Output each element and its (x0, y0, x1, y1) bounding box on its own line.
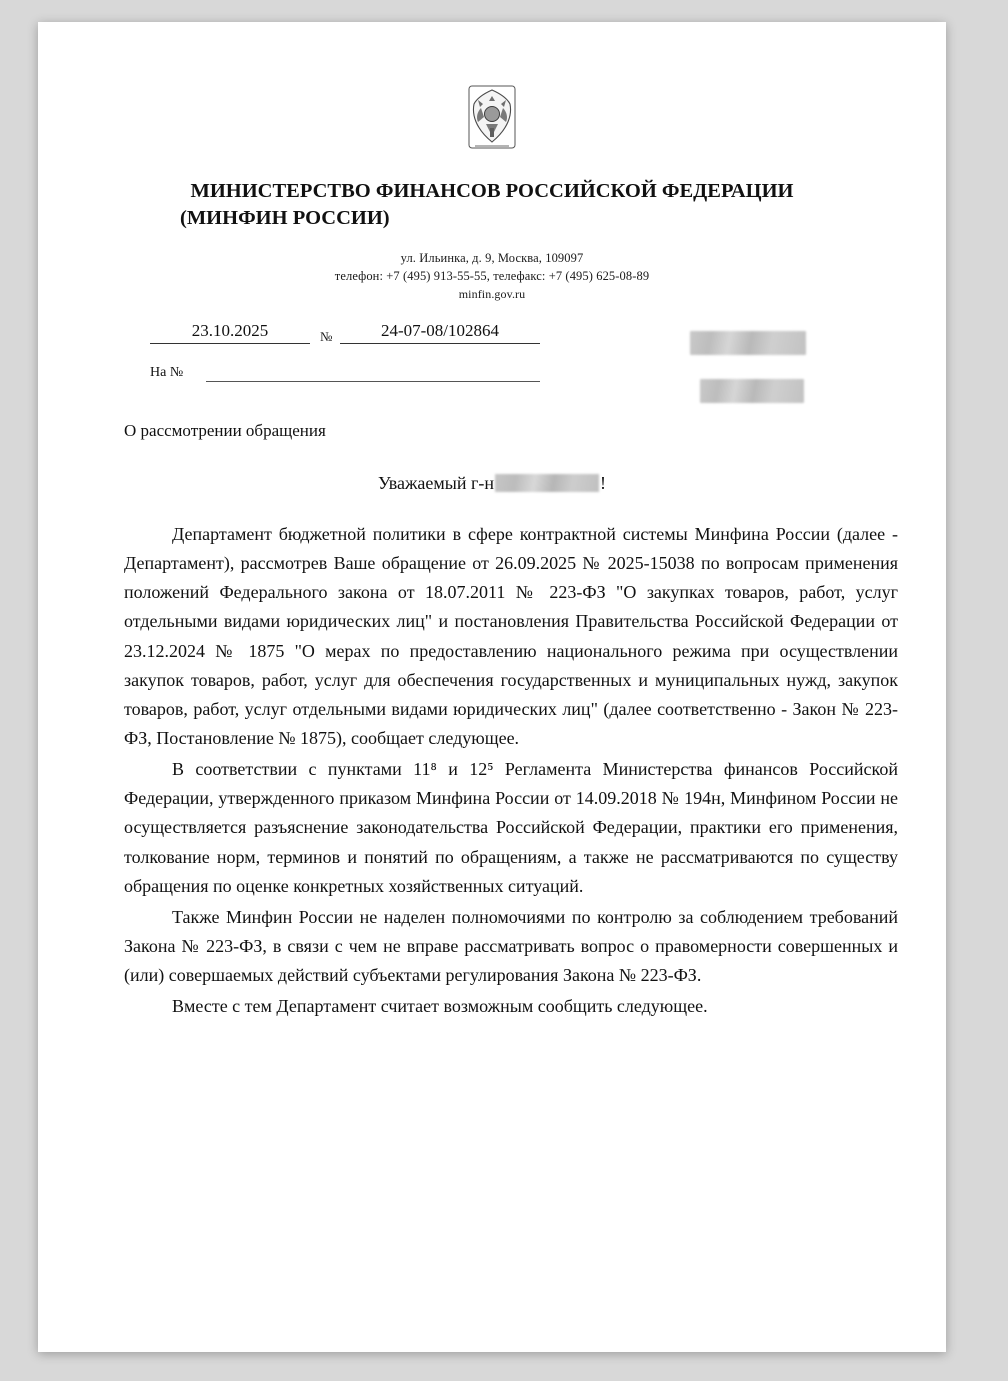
reply-to-field (206, 365, 540, 382)
website-line: minfin.gov.ru (458, 286, 526, 301)
organization-title (172, 178, 812, 231)
organization-title-line1: МИНИСТЕРСТВО ФИНАНСОВ РОССИЙСКОЙ ФЕДЕРАЦИИ (190, 180, 794, 202)
paragraph-3 (124, 903, 898, 990)
number-label: № (320, 328, 333, 344)
address-line: ул. Ильинка, д. 9, Москва, 109097 (400, 251, 584, 266)
document-number: 24-07-08/102864 (340, 321, 540, 344)
contact-block (38, 249, 946, 303)
document-page (38, 22, 946, 1352)
salutation (38, 473, 946, 494)
redacted-addressee-line-2 (700, 379, 804, 403)
salutation-prefix: Уважаемый г-н (377, 472, 494, 493)
paragraph-1-text: Департамент бюджетной политики в сфере контрактной системы Минфина России (далее - Департамент), рассмотрев Ваше обращение от 26.09.2025 № 2025-15038 по вопросам применения положений Федерального закона от 18.07.2011 № 223-ФЗ "О закупках товаров, работ, услуг отдельными видами юридических лиц" и постановления Правительства Российской Федерации от 23.12.2024 № 1875 "О мерах по предоставлению национального режима при осуществлении закупок товаров, работ, услуг для обеспечения государственных и муниципальных нужд, закупок товаров, работ, услуг отдельными видами юридических лиц" (далее соответственно - Закон № 223-ФЗ, Постановление № 1875), сообщает следующее. (124, 523, 898, 749)
coat-of-arms-icon (459, 22, 525, 162)
paragraph-4 (124, 992, 898, 1021)
redacted-recipient-name (495, 474, 599, 492)
document-date: 23.10.2025 (150, 321, 310, 344)
paragraph-4-text: Вместе с тем Департамент считает возможным сообщить следующее. (172, 996, 708, 1017)
salutation-suffix: ! (600, 472, 606, 493)
paragraph-1 (124, 520, 898, 753)
redacted-addressee-line-1 (690, 331, 806, 355)
paragraph-2-text: В соответствии с пунктами 11⁸ и 12⁵ Регламента Министерства финансов Российской Федерации, утвержденного приказом Минфина России от 14.09.2018 № 194н, Минфином России не осуществляется разъяснение законодательства Российской Федерации, практики его применения, толкование норм, терминов и понятий по обращениям, а также не рассматриваются по существу обращения по оценке конкретных хозяйственных ситуаций. (124, 759, 898, 896)
phone-line: телефон: +7 (495) 913-55-55, телефакс: +7 (495) 625-08-89 (334, 269, 650, 284)
document-subject: О рассмотрении обращения (124, 420, 326, 440)
organization-title-line2: (МИНФИН РОССИИ) (180, 206, 390, 229)
document-meta (38, 321, 946, 403)
document-body (38, 520, 946, 1022)
paragraph-3-text: Также Минфин России не наделен полномочиями по контролю за соблюдением требований Закона № 223-ФЗ, в связи с чем не вправе рассматривать вопрос о правомерности совершенных и (или) совершаемых действий субъектами регулирования Закона № 223-ФЗ. (124, 906, 898, 986)
reply-to-label: На № (150, 364, 184, 380)
paragraph-2 (124, 755, 898, 901)
